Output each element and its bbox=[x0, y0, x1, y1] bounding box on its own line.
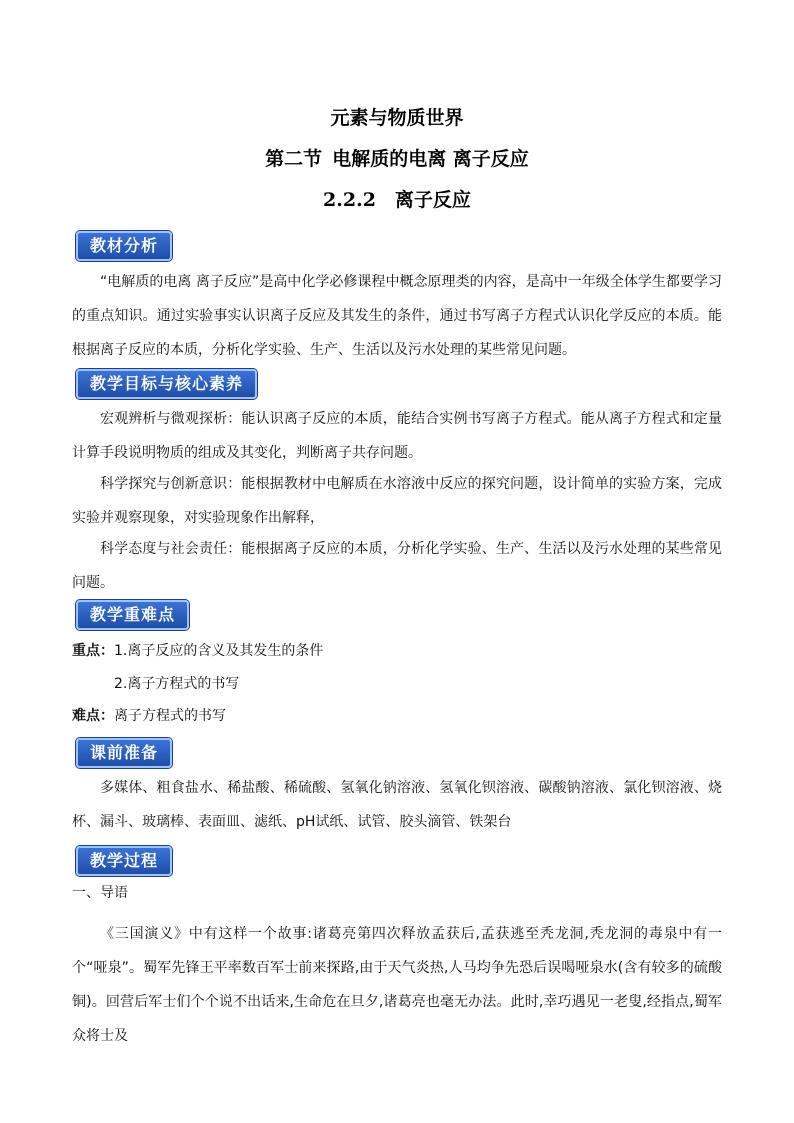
preparation-text: 多媒体、粗食盐水、稀盐酸、稀硫酸、氢氧化钠溶液、氢氧化钡溶液、碳酸钠溶液、氯化钡溶液、烧杯、漏斗、玻璃棒、表面皿、滤纸、pH试纸、试管、胶头滴管、铁架台 bbox=[72, 780, 722, 830]
intro-text: 《三国演义》中有这样一个故事:诸葛亮第四次释放孟获后,孟获逃至秃龙洞,秃龙洞的毒泉中有一个“哑泉”。蜀军先锋王平率数百军士前来探路,由于天气炎热,人马均争先恐后误喝哑泉水(含有较多的硫酸铜)。回营后军士们个个说不出话来,生命危在旦夕,诸葛亮也毫无办法。此时,幸巧遇见一老叟,经指点,蜀军众将士及 bbox=[72, 926, 722, 1044]
document-page bbox=[72, 0, 722, 1123]
intro-heading: 一、导语 bbox=[72, 885, 128, 901]
section-title bbox=[72, 148, 722, 170]
teaching-goals-badge: 教学目标与核心素养 bbox=[76, 369, 257, 399]
difficult-point-label: 难点： bbox=[72, 708, 114, 724]
textbook-analysis-badge: 教材分析 bbox=[76, 231, 172, 261]
key-point-label: 重点： bbox=[72, 643, 114, 659]
lesson-title: 2.2.2 离子反应 bbox=[323, 189, 471, 211]
section-number: 第二节 bbox=[265, 148, 323, 170]
main-title: 元素与物质世界 bbox=[330, 107, 464, 129]
key-point-1: 1.离子反应的含义及其发生的条件 bbox=[114, 643, 324, 659]
goal-item: 宏观辨析与微观探析：能认识离子反应的本质，能结合实例书写离子方程式。能从离子方程式和定量计算手段说明物质的组成及其变化，判断离子共存问题。 bbox=[72, 411, 722, 461]
difficult-point-text: 离子方程式的书写 bbox=[114, 708, 226, 724]
difficult-point-line bbox=[72, 706, 226, 726]
goal-item: 科学探究与创新意识：能根据教材中电解质在水溶液中反应的探究问题，设计简单的实验方案，完成实验并观察现象，对实验现象作出解释， bbox=[72, 476, 722, 526]
preparation-badge: 课前准备 bbox=[76, 738, 172, 768]
key-difficult-points-badge: 教学重难点 bbox=[76, 600, 189, 630]
goal-item: 科学态度与社会责任：能根据离子反应的本质，分析化学实验、生产、生活以及污水处理的某些常见问题。 bbox=[72, 541, 722, 591]
section-name: 电解质的电离 离子反应 bbox=[332, 148, 529, 170]
key-point-line bbox=[72, 641, 323, 661]
textbook-analysis-text: “电解质的电离 离子反应”是高中化学必修课程中概念原理类的内容，是高中一年级全体学生都要学习的重点知识。通过实验事实认识离子反应及其发生的条件，通过书写离子方程式认识化学反应的本质。能根据离子反应的本质，分析化学实验、生产、生活以及污水处理的某些常见问题。 bbox=[72, 274, 722, 358]
key-point-2: 2.离子方程式的书写 bbox=[114, 676, 240, 692]
teaching-process-badge: 教学过程 bbox=[76, 846, 172, 876]
